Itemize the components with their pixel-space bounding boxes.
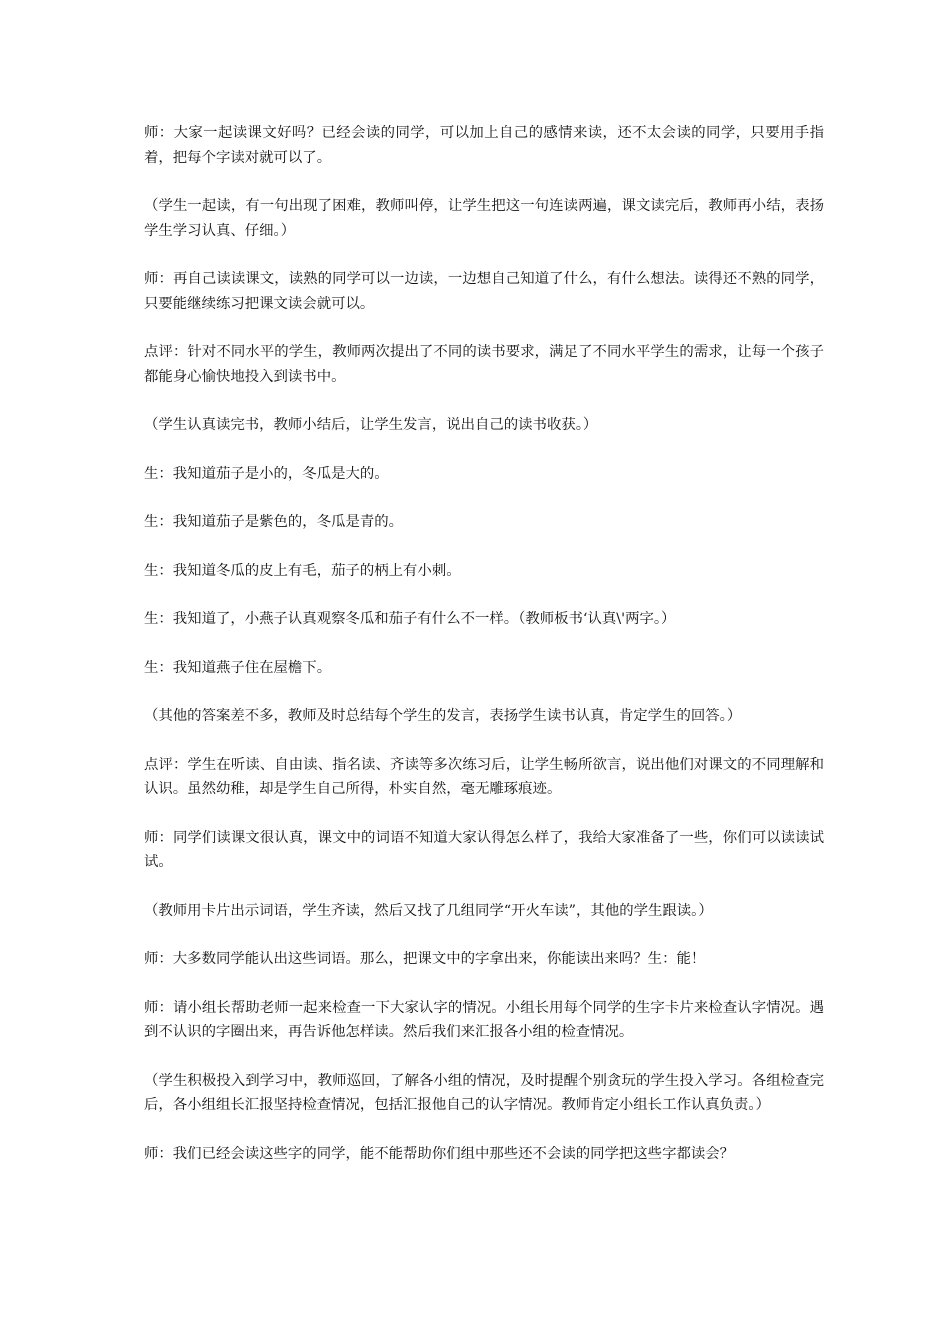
paragraph-18: 师：我们已经会读这些字的同学，能不能帮助你们组中那些还不会读的同学把这些字都读会？ — [144, 1145, 735, 1162]
paragraph-7: 生：我知道茄子是紫色的，冬瓜是青的。 — [144, 514, 404, 530]
paragraph-2: （学生一起读，有一句出现了困难，教师叫停，让学生把这一句连读两遍，课文读完后，教师再小结，表扬学生学习认真、仔细。） — [144, 198, 824, 239]
paragraph-9: 生：我知道了，小燕子认真观察冬瓜和茄子有什么不一样。（教师板书‘认真\'两字。） — [144, 611, 676, 627]
document-body — [144, 121, 824, 1190]
paragraph-8: 生：我知道冬瓜的皮上有毛，茄子的柄上有小刺。 — [144, 562, 461, 579]
paragraph-14: （教师用卡片出示词语，学生齐读，然后又找了几组同学“开火车读”，其他的学生跟读。） — [144, 902, 713, 919]
paragraph-6: 生：我知道茄子是小的，冬瓜是大的。 — [144, 465, 389, 482]
paragraph-12: 点评：学生在听读、自由读、指名读、齐读等多次练习后，让学生畅所欲言，说出他们对课文的不同理解和认识。虽然幼稚，却是学生自己所得，朴实自然，毫无雕琢痕迹。 — [144, 756, 824, 797]
paragraph-5: （学生认真读完书，教师小结后，让学生发言，说出自己的读书收获。） — [144, 417, 598, 433]
paragraph-15: 师：大多数同学能认出这些词语。那么，把课文中的字拿出来，你能读出来吗？生：能！ — [144, 951, 706, 967]
paragraph-16: 师：请小组长帮助老师一起来检查一下大家认字的情况。小组长用每个同学的生字卡片来检查认字情况。遇到不认识的字圈出来，再告诉他怎样读。然后我们来汇报各小组的检查情况。 — [144, 999, 824, 1040]
paragraph-4: 点评：针对不同水平的学生，教师两次提出了不同的读书要求，满足了不同水平学生的需求，让每一个孩子都能身心愉快地投入到读书中。 — [144, 344, 824, 385]
paragraph-13: 师：同学们读课文很认真，课文中的词语不知道大家认得怎么样了，我给大家准备了一些，你们可以读读试试。 — [144, 829, 824, 870]
paragraph-1: 师：大家一起读课文好吗？已经会读的同学，可以加上自己的感情来读，还不太会读的同学，只要用手指着，把每个字读对就可以了。 — [144, 125, 824, 166]
paragraph-11: （其他的答案差不多，教师及时总结每个学生的发言，表扬学生读书认真，肯定学生的回答。） — [144, 708, 742, 724]
paragraph-3: 师：再自己读读课文，读熟的同学可以一边读，一边想自己知道了什么，有什么想法。读得还不熟的同学，只要能继续练习把课文读会就可以。 — [144, 271, 824, 312]
paragraph-17: （学生积极投入到学习中，教师巡回，了解各小组的情况，及时提醒个别贪玩的学生投入学习。各组检查完后，各小组组长汇报坚持检查情况，包括汇报他自己的认字情况。教师肯定小组长工作认真负责。） — [144, 1072, 824, 1113]
paragraph-10: 生：我知道燕子住在屋檐下。 — [144, 659, 332, 676]
